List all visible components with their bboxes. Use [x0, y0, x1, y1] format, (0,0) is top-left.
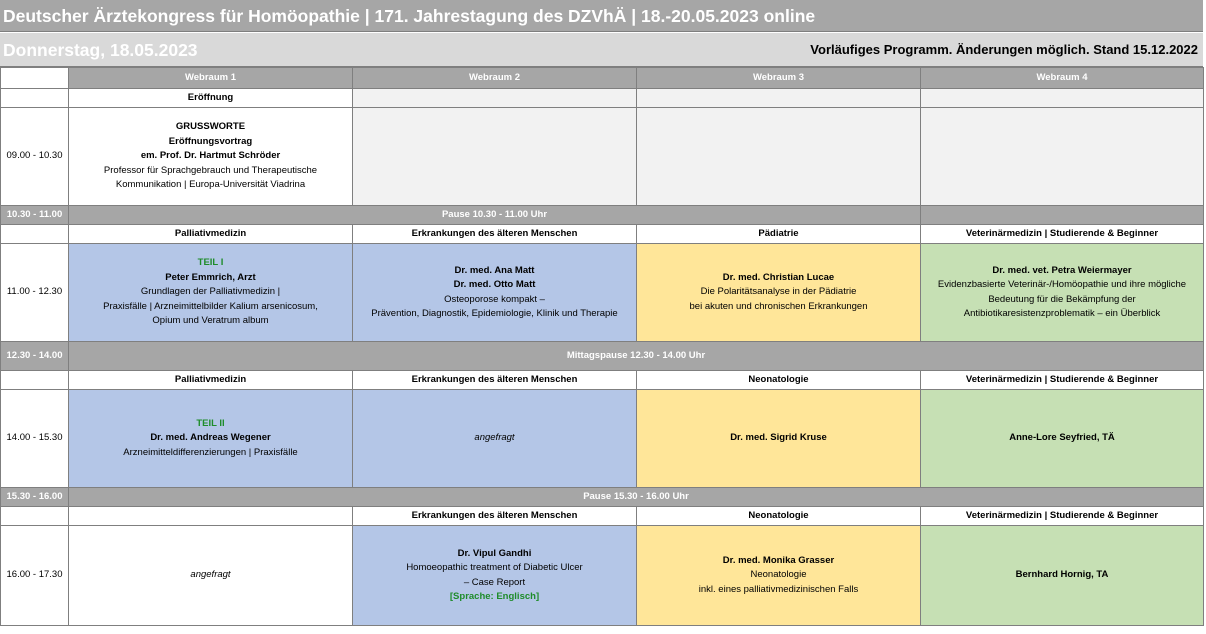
day-label: Donnerstag, 18.05.2023: [3, 40, 198, 60]
session-cell: [69, 108, 353, 206]
topic-cell: Eröffnung: [69, 89, 353, 108]
session-line: Antibiotikaresistenzproblematik – ein Überblick: [963, 308, 1161, 319]
time-cell-blank: [1, 371, 69, 390]
session-line: Evidenzbasierte Veterinär-/Homöopathie und ihre mögliche: [937, 279, 1187, 290]
topic-cell: Pädiatrie: [637, 225, 921, 244]
session-line: Professor für Sprachgebrauch und Therapeutische: [103, 164, 318, 176]
speaker-name: Peter Emmrich, Arzt: [165, 271, 256, 283]
room-1-header: Webraum 1: [69, 68, 353, 89]
session-line: Neonatologie: [750, 569, 807, 581]
pause-time-cell: 12.30 - 14.00: [1, 342, 69, 371]
topic-cell: Neonatologie: [637, 371, 921, 390]
session-cell: [637, 526, 921, 626]
session-cell: Dr. med. Sigrid Kruse: [637, 390, 921, 488]
topic-cell: Veterinärmedizin | Studierende & Beginner: [921, 507, 1204, 526]
topic-cell: Palliativmedizin: [69, 371, 353, 390]
session-line: Osteoporose kompakt –: [444, 293, 545, 305]
empty-cell: [353, 108, 637, 206]
session-cell: angefragt: [69, 526, 353, 626]
part-label: TEIL II: [196, 417, 225, 429]
pause-label: Mittagspause 12.30 - 14.00 Uhr: [69, 342, 1204, 371]
speaker-name: Dr. med. vet. Petra Weiermayer: [992, 264, 1132, 276]
topic-cell: Erkrankungen des älteren Menschen: [353, 507, 637, 526]
schedule-table: [0, 67, 1204, 626]
session-line: Opium und Veratrum album: [152, 315, 269, 327]
pause-label: Pause 10.30 - 11.00 Uhr: [69, 206, 921, 225]
program-note: Vorläufiges Programm. Änderungen möglich. Stand 15.12.2022: [810, 42, 1198, 57]
topic-row: [1, 507, 1204, 526]
session-cell: [69, 390, 353, 488]
session-line: Homoeopathic treatment of Diabetic Ulcer: [406, 562, 583, 573]
speaker-name: Dr. med. Ana Matt: [454, 264, 535, 276]
topic-cell: Erkrankungen des älteren Menschen: [353, 225, 637, 244]
room-4-header: Webraum 4: [921, 68, 1204, 89]
session-line: bei akuten und chronischen Erkrankungen: [689, 300, 868, 312]
session-cell: Anne-Lore Seyfried, TÄ: [921, 390, 1204, 488]
empty-cell: [921, 89, 1204, 108]
speaker-name: Dr. med. Christian Lucae: [722, 271, 835, 283]
pause-row: [1, 206, 1204, 225]
pause-label: Pause 15.30 - 16.00 Uhr: [69, 488, 1204, 507]
topic-cell-empty: [69, 507, 353, 526]
time-cell: 16.00 - 17.30: [1, 526, 69, 626]
topic-cell: Veterinärmedizin | Studierende & Beginner: [921, 225, 1204, 244]
session-line: Bedeutung für die Bekämpfung der: [988, 293, 1136, 305]
pause-cell: [921, 206, 1204, 225]
time-cell-blank: [1, 225, 69, 244]
time-cell: 14.00 - 15.30: [1, 390, 69, 488]
topic-row: [1, 89, 1204, 108]
time-cell: 11.00 - 12.30: [1, 244, 69, 342]
session-row: [1, 108, 1204, 206]
pause-row: [1, 342, 1204, 371]
topic-cell: Neonatologie: [637, 507, 921, 526]
speaker-name: Dr. med. Andreas Wegener: [150, 432, 271, 444]
session-line: Die Polaritätsanalyse in der Pädiatrie: [700, 286, 857, 298]
page-title: Deutscher Ärztekongress für Homöopathie | 171. Jahrestagung des DZVhÄ | 18.-20.05.2023 online: [0, 0, 1203, 32]
speaker-name: Dr. med. Otto Matt: [453, 279, 536, 290]
topic-cell: Veterinärmedizin | Studierende & Beginner: [921, 371, 1204, 390]
room-2-header: Webraum 2: [353, 68, 637, 89]
session-line: Prävention, Diagnostik, Epidemiologie, Klinik und Therapie: [371, 308, 618, 319]
session-line: Praxisfälle | Arzneimittelbilder Kalium arsenicosum,: [103, 300, 318, 312]
session-cell: Bernhard Hornig, TA: [921, 526, 1204, 626]
session-line: – Case Report: [463, 576, 526, 588]
topic-cell: Palliativmedizin: [69, 225, 353, 244]
pause-time-cell: 15.30 - 16.00: [1, 488, 69, 507]
session-cell: [353, 244, 637, 342]
room-header-row: [1, 68, 1204, 89]
room-3-header: Webraum 3: [637, 68, 921, 89]
session-line: Eröffnungsvortrag: [168, 135, 253, 147]
session-row: [1, 526, 1204, 626]
speaker-name: Dr. med. Monika Grasser: [722, 554, 835, 566]
time-cell: 09.00 - 10.30: [1, 108, 69, 206]
topic-cell: Erkrankungen des älteren Menschen: [353, 371, 637, 390]
session-cell: [921, 244, 1204, 342]
session-cell: [637, 244, 921, 342]
time-cell-blank: [1, 89, 69, 108]
session-line: Arzneimitteldifferenzierungen | Praxisfälle: [123, 446, 298, 458]
session-line: Grundlagen der Palliativmedizin |: [140, 286, 281, 298]
session-line: Kommunikation | Europa-Universität Viadrina: [115, 179, 306, 191]
topic-row: [1, 371, 1204, 390]
topic-row: [1, 225, 1204, 244]
session-cell: [353, 526, 637, 626]
empty-cell: [921, 108, 1204, 206]
session-line: GRUSSWORTE: [175, 121, 246, 133]
session-cell: [69, 244, 353, 342]
corner-cell: [1, 68, 69, 89]
session-row: [1, 390, 1204, 488]
session-row: [1, 244, 1204, 342]
pause-time-cell: 10.30 - 11.00: [1, 206, 69, 225]
pause-row: [1, 488, 1204, 507]
empty-cell: [637, 89, 921, 108]
language-note: [Sprache: Englisch]: [449, 591, 540, 602]
date-bar: [0, 33, 1203, 67]
speaker-name: Dr. Vipul Gandhi: [457, 547, 532, 559]
session-cell: angefragt: [353, 390, 637, 488]
speaker-name: em. Prof. Dr. Hartmut Schröder: [140, 150, 281, 162]
empty-cell: [353, 89, 637, 108]
part-label: TEIL I: [197, 257, 224, 269]
empty-cell: [637, 108, 921, 206]
time-cell-blank: [1, 507, 69, 526]
session-line: inkl. eines palliativmedizinischen Falls: [698, 583, 859, 595]
